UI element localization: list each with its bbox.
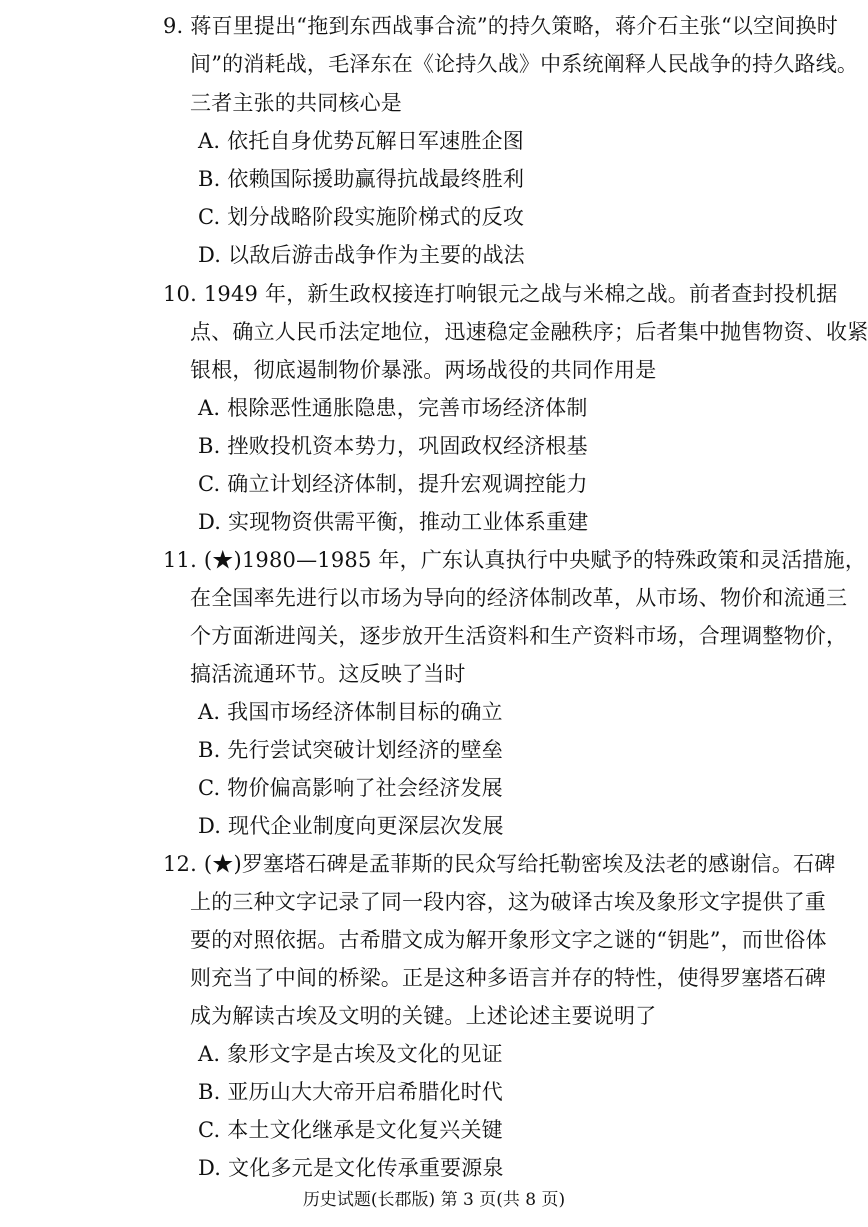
question-stem-line: 个方面渐进闯关，逐步放开生活资料和生产资料市场，合理调整物价， (190, 624, 848, 648)
question-stem-line: 搞活流通环节。这反映了当时 (190, 662, 466, 686)
option-c: C. 本土文化继承是文化复兴关键 (198, 1118, 503, 1142)
option-a: A. 我国市场经济体制目标的确立 (198, 700, 503, 724)
question-stem-line: 上的三种文字记录了同一段内容，这为破译古埃及象形文字提供了重 (190, 890, 826, 914)
option-c: C. 物价偏高影响了社会经济发展 (198, 776, 503, 800)
option-d: D. 以敌后游击战争作为主要的战法 (198, 243, 525, 267)
question-stem-line: 则充当了中间的桥梁。正是这种多语言并存的特性，使得罗塞塔石碑 (190, 966, 826, 990)
question-stem-line: 要的对照依据。古希腊文成为解开象形文字之谜的“钥匙”，而世俗体 (190, 928, 827, 952)
option-c: C. 确立计划经济体制，提升宏观调控能力 (198, 472, 588, 496)
option-d: D. 实现物资供需平衡，推动工业体系重建 (198, 510, 589, 534)
question-stem-line: 间”的消耗战，毛泽东在《论持久战》中系统阐释人民战争的持久路线。 (190, 52, 859, 76)
option-b: B. 挫败投机资本势力，巩固政权经济根基 (198, 434, 588, 458)
question-stem-line: 成为解读古埃及文明的关键。上述论述主要说明了 (190, 1004, 657, 1028)
question-stem-line: 10. 1949 年，新生政权接连打响银元之战与米棉之战。前者查封投机据 (163, 282, 838, 306)
question-stem-line: 三者主张的共同核心是 (190, 91, 402, 115)
option-a: A. 依托自身优势瓦解日军速胜企图 (198, 129, 524, 153)
question-stem-line: 9. 蒋百里提出“拖到东西战事合流”的持久策略，蒋介石主张“以空间换时 (163, 14, 838, 38)
question-stem-line: 12. (★)罗塞塔石碑是孟菲斯的民众写给托勒密埃及法老的感谢信。石碑 (163, 852, 836, 876)
option-b: B. 先行尝试突破计划经济的壁垒 (198, 738, 503, 762)
option-a: A. 象形文字是古埃及文化的见证 (198, 1042, 503, 1066)
question-stem-line: 在全国率先进行以市场为导向的经济体制改革，从市场、物价和流通三 (190, 586, 848, 610)
question-stem-line: 银根，彻底遏制物价暴涨。两场战役的共同作用是 (190, 358, 657, 382)
question-stem-line: 11. (★)1980—1985 年，广东认真执行中央赋予的特殊政策和灵活措施， (163, 548, 867, 572)
question-stem-line: 点、确立人民币法定地位，迅速稳定金融秩序；后者集中抛售物资、收紧 (190, 320, 868, 344)
option-c: C. 划分战略阶段实施阶梯式的反攻 (198, 205, 525, 229)
option-b: B. 依赖国际援助赢得抗战最终胜利 (198, 167, 525, 191)
page-footer: 历史试题(长郡版) 第 3 页(共 8 页) (302, 1190, 566, 1210)
option-b: B. 亚历山大大帝开启希腊化时代 (198, 1080, 503, 1104)
option-d: D. 文化多元是文化传承重要源泉 (198, 1156, 504, 1180)
option-a: A. 根除恶性通胀隐患，完善市场经济体制 (198, 396, 588, 420)
option-d: D. 现代企业制度向更深层次发展 (198, 814, 504, 838)
